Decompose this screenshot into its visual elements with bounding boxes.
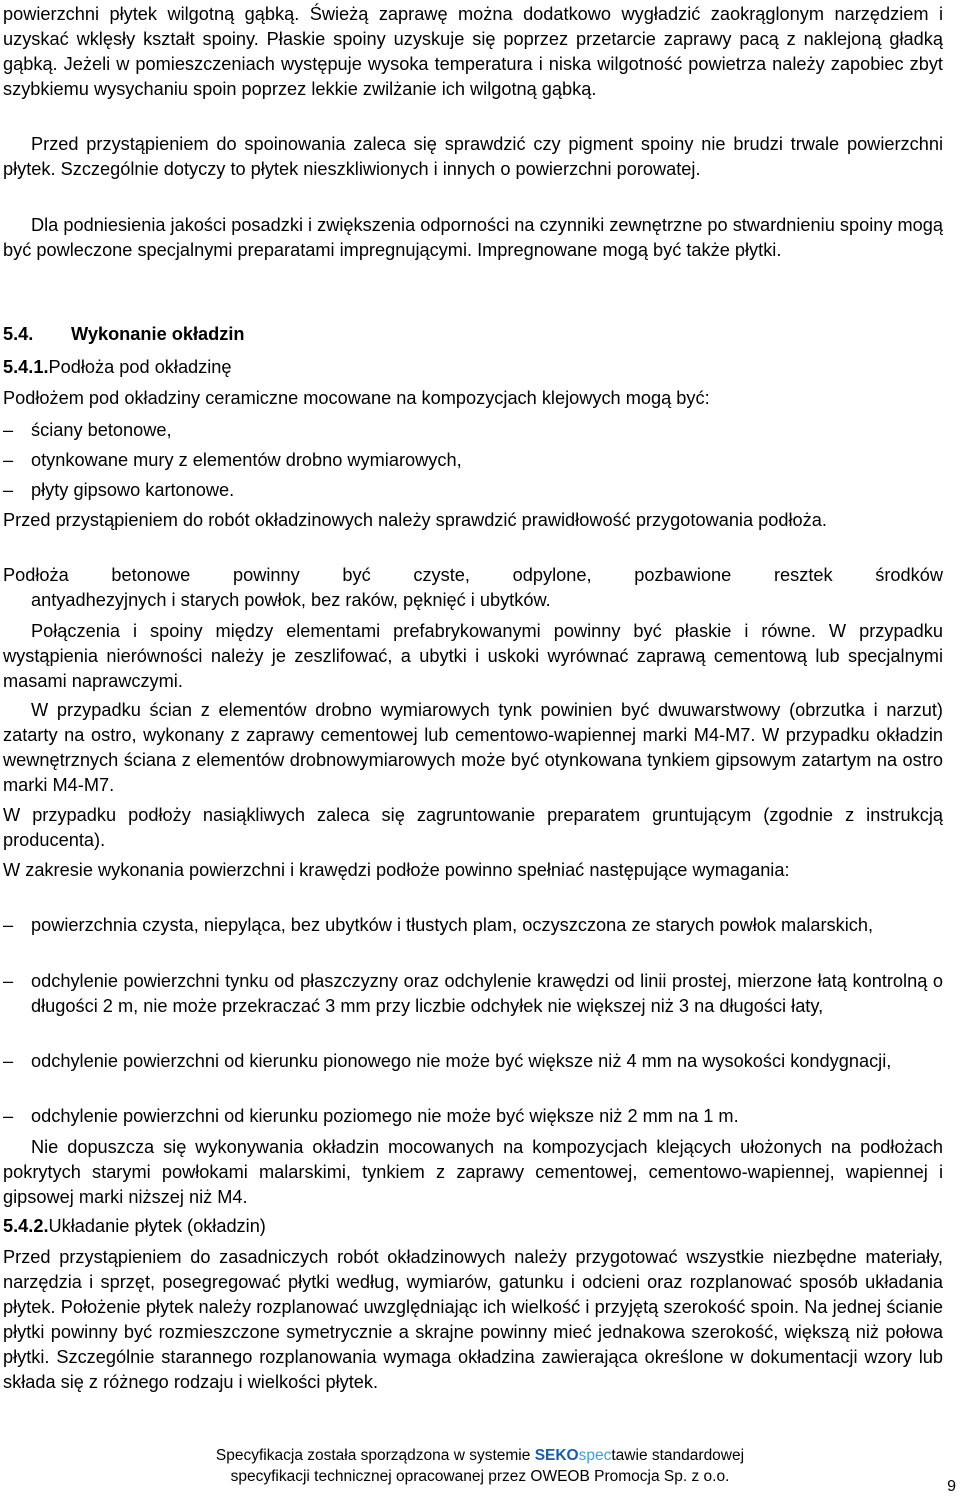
list-item-requirement: [3, 969, 943, 1019]
dash-marker: –: [3, 1051, 14, 1071]
sekospec-logo-seko: SEKO: [534, 1447, 579, 1464]
page-number: 9: [947, 1478, 956, 1495]
footer-text-before: Specyfikacja została sporządzona w systemie: [215, 1447, 535, 1464]
heading-5-4-2-title: Układanie płytek (okładzin): [48, 1216, 266, 1236]
dash-marker: –: [3, 1106, 14, 1126]
heading-5-4-2: [3, 1214, 266, 1239]
paragraph-tile-laying: Przed przystąpieniem do zasadniczych robót okładzinowych należy przygotować wszystkie niezbędne materiały, narzędzia i sprzęt, posegregować płytki według, wymiarów, gatunku i odcieni oraz rozplanować sposób układania płytek. Położenie płytek należy rozplanować uwzględniając ich wielkość i przyjętą szerokość spoin. Na jednej ścianie płytki powinny być rozmieszczone symetrycznie a skrajne powinny mieć jednakowa szerokość, większą niż połowa płytki. Szczególnie starannego rozplanowania wymaga okładzina zawierająca określone w dokumentacji wzory lub składa się z różnego rodzaju i wielkości płytek.: [3, 1247, 943, 1392]
dash-marker: –: [3, 480, 14, 500]
list-item-substrate: [3, 478, 943, 503]
paragraph-requirements-intro: W zakresie wykonania powierzchni i krawędzi podłoże powinno spełniać następujące wymagania:: [3, 860, 790, 880]
paragraph-pigment-check: Przed przystąpieniem do spoinowania zaleca się sprawdzić czy pigment spoiny nie brudzi trwale powierzchni płytek. Szczególnie dotyczy to płytek nieszkliwionych i innych o powierzchni porowatej.: [3, 134, 943, 179]
list-item-substrate: [3, 448, 943, 473]
heading-5-4: [3, 322, 245, 347]
paragraph-concrete-first-line: Podłoża betonowe powinny być czyste, odpylone, pozbawione resztek środków: [3, 565, 943, 585]
paragraph-not-allowed: Nie dopuszcza się wykonywania okładzin mocowanych na kompozycjach klejących ułożonych na podłożach pokrytych starymi powłokami malarskimi, tynkiem z zaprawy cementowej, cementowo-wapiennej, wapiennej i gipsowej marki niższej niż M4.: [3, 1137, 943, 1207]
footer-text-after: tawie standardowej: [611, 1447, 745, 1464]
dash-marker: –: [3, 971, 14, 991]
list-item-substrate: [3, 418, 943, 443]
heading-5-4-1-title: Podłoża pod okładzinę: [48, 357, 232, 377]
list-item-text: odchylenie powierzchni tynku od płaszczyzny oraz odchylenie krawędzi od linii prostej, mierzone łatą kontrolną o długości 2 m, nie może przekraczać 3 mm przy liczbie odchyłek nie większej niż 3 na długości łaty,: [31, 971, 943, 1016]
list-item-requirement: [3, 1049, 943, 1074]
dash-marker: –: [3, 450, 14, 470]
dash-marker: –: [3, 420, 14, 440]
paragraph-check-substrate: Przed przystąpieniem do robót okładzinowych należy sprawdzić prawidłowość przygotowania podłoża.: [3, 510, 827, 530]
heading-5-4-number: 5.4.: [3, 324, 34, 344]
list-item-text: odchylenie powierzchni od kierunku pionowego nie może być większe niż 4 mm na wysokości kondygnacji,: [31, 1051, 892, 1071]
dash-marker: –: [3, 915, 14, 935]
list-item-text: ściany betonowe,: [31, 420, 172, 440]
paragraph-concrete-second-line: antyadhezyjnych i starych powłok, bez raków, pęknięć i ubytków.: [31, 590, 551, 610]
paragraph-substrates-intro: Podłożem pod okładziny ceramiczne mocowane na kompozycjach klejowych mogą być:: [3, 388, 710, 408]
paragraph-grouting-finish: powierzchni płytek wilgotną gąbką. Świeżą zaprawę można dodatkowo wygładzić zaokrąglonym narzędziem i uzyskać wklęsły kształt spoiny. Płaskie spoiny uzyskuje się poprzez przetarcie zaprawy pacą z naklejoną gładką gąbką. Jeżeli w pomieszczeniach występuje wysoka temperatura i niska wilgotność powietrza należy zapobiec zbyt szybkiemu wysychaniu spoin poprzez lekkie zwilżanie ich wilgotną gąbką.: [3, 4, 943, 99]
heading-5-4-title: Wykonanie okładzin: [71, 324, 245, 344]
heading-5-4-2-number: 5.4.2.: [3, 1216, 49, 1236]
heading-5-4-1-number: 5.4.1.: [3, 357, 49, 377]
paragraph-joints: Połączenia i spoiny między elementami prefabrykowanymi powinny być płaskie i równe. W przypadku wystąpienia nierówności należy je zeszlifować, a ubytki i uskoki wyrównać zaprawą cementową lub specjalnymi masami naprawczymi.: [3, 621, 943, 691]
footer-line-2: specyfikacji technicznej opracowanej przez OWEOB Promocja Sp. z o.o.: [230, 1468, 730, 1485]
list-item-requirement: [3, 913, 943, 938]
paragraph-absorbent: W przypadku podłoży nasiąkliwych zaleca się zagruntowanie preparatem gruntującym (zgodnie z instrukcją producenta).: [3, 805, 943, 850]
sekospec-logo-spec: spec: [578, 1447, 612, 1464]
paragraph-impregnation: Dla podniesienia jakości posadzki i zwiększenia odporności na czynniki zewnętrzne po stwardnieniu spoiny mogą być powleczone specjalnymi preparatami impregnującymi. Impregnowane mogą być także płytki.: [3, 215, 943, 260]
list-item-text: odchylenie powierzchni od kierunku poziomego nie może być większe niż 2 mm na 1 m.: [31, 1106, 739, 1126]
list-item-requirement: [3, 1104, 943, 1129]
list-item-text: powierzchnia czysta, niepyląca, bez ubytków i tłustych plam, oczyszczona ze starych powłok malarskich,: [31, 915, 874, 935]
list-item-text: płyty gipsowo kartonowe.: [31, 480, 235, 500]
list-item-text: otynkowane mury z elementów drobno wymiarowych,: [31, 450, 462, 470]
paragraph-walls-plaster: W przypadku ścian z elementów drobno wymiarowych tynk powinien być dwuwarstwowy (obrzutka i narzut) zatarty na ostro, wykonany z zaprawy cementowej lub cementowo-wapiennej marki M4-M7. W przypadku okładzin wewnętrznych ściana z elementów drobnowymiarowych może być otynkowana tynkiem gipsowym zatartym na ostro marki M4-M7.: [3, 700, 943, 795]
heading-5-4-1: [3, 355, 232, 380]
footer-line-1: [0, 1446, 960, 1466]
